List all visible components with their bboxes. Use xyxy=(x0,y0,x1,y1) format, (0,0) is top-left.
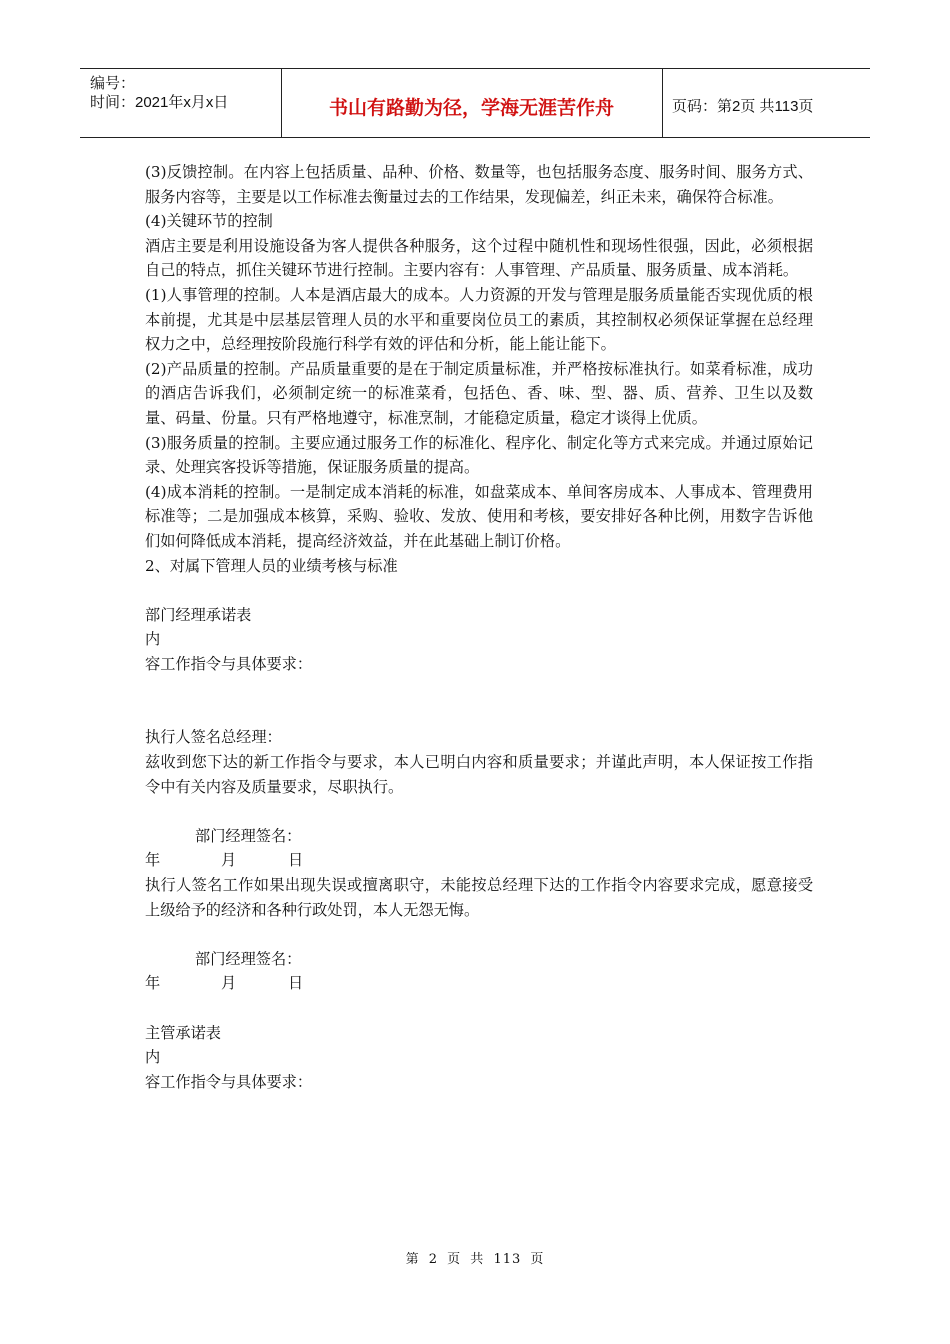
heading-performance-assessment: 2、对属下管理人员的业绩考核与标准 xyxy=(145,556,398,575)
date-month: 月 xyxy=(221,851,237,870)
header-info-cell xyxy=(80,69,282,137)
form-content-label: 容工作指令与具体要求： xyxy=(145,654,313,673)
document-body xyxy=(145,160,813,1094)
acknowledgement-text: 兹收到您下达的新工作指令与要求，本人已明白内容和质量要求；并谨此声明，本人保证按工作指令中有关内容及质量要求，尽职执行。 xyxy=(145,753,813,796)
paragraph-cost-control: (4)成本消耗的控制。一是制定成本消耗的标准，如盘菜成本、单间客房成本、人事成本、管理费用标准等；二是加强成本核算，采购、验收、发放、使用和考核，要安排好各种比例，用数字告诉他们如何降低成本消耗，提高经济效益，并在此基础上制订价格。 xyxy=(145,482,813,550)
header-motto-cell xyxy=(281,69,663,137)
heading-key-link-control: (4)关键环节的控制 xyxy=(145,212,273,231)
date-year: 年 xyxy=(145,851,161,870)
document-time-label: 时间：2021年x月x日 xyxy=(90,94,229,111)
form-content-label-nei: 内 xyxy=(145,630,161,649)
footer-ye: 页 xyxy=(530,1252,545,1267)
form-content-label: 容工作指令与具体要求： xyxy=(145,1072,313,1091)
executor-signature-gm: 执行人签名总经理： xyxy=(145,728,282,747)
paragraph-service-quality-control: (3)服务质量的控制。主要应通过服务工作的标准化、程序化、制定化等方式来完成。并通过原始记录、处理宾客投诉等措施，保证服务质量的提高。 xyxy=(145,433,813,477)
footer-gong: 共 xyxy=(470,1252,485,1267)
page-footer xyxy=(0,1248,950,1267)
date-day: 日 xyxy=(288,974,304,993)
date-row xyxy=(145,848,813,873)
paragraph-feedback-control: (3)反馈控制。在内容上包括质量、品种、价格、数量等，也包括服务态度、服务时间、服务方式、服务内容等，主要是以工作标准去衡量过去的工作结果，发现偏差，纠正未来，确保符合标准。 xyxy=(145,163,813,206)
header-page-cell xyxy=(662,69,870,137)
form-title-supervisor: 主管承诺表 xyxy=(145,1023,221,1042)
date-month: 月 xyxy=(221,974,237,993)
form-title-department-manager: 部门经理承诺表 xyxy=(145,605,252,624)
manager-signature-label: 部门经理签名： xyxy=(195,826,302,845)
paragraph-product-quality-control: (2)产品质量的控制。产品质量重要的是在于制定质量标准，并严格按标准执行。如菜肴标准，成功的酒店告诉我们，必须制定统一的标准菜肴，包括色、香、味、型、器、质、营养、卫生以及数量、码量、份量。只有严格地遵守，标准烹制，才能稳定质量，稳定才谈得上优质。 xyxy=(145,359,813,427)
manager-signature-label: 部门经理签名： xyxy=(195,949,302,968)
document-header xyxy=(80,68,870,138)
date-row xyxy=(145,971,813,996)
paragraph-personnel-control: (1)人事管理的控制。人本是酒店最大的成本。人力资源的开发与管理是服务质量能否实现优质的根本前提，尤其是中层基层管理人员的水平和重要岗位员工的素质，其控制权必须保证掌握在总经理权力之中，总经理按阶段施行科学有效的评估和分析，能上能让能下。 xyxy=(145,285,813,354)
penalty-acceptance-text: 执行人签名工作如果出现失误或擅离职守，未能按总经理下达的工作指令内容要求完成，愿意接受上级给予的经济和各种行政处罚，本人无怨无悔。 xyxy=(145,876,813,919)
header-page-number: 页码：第2页 共113页 xyxy=(672,98,814,115)
document-code-label: 编号： xyxy=(90,75,136,92)
paragraph-key-link-intro: 酒店主要是利用设施设备为客人提供各种服务，这个过程中随机性和现场性很强，因此，必须根据自己的特点，抓住关键环节进行控制。主要内容有：人事管理、产品质量、服务质量、成本消耗。 xyxy=(145,236,813,280)
header-motto: 书山有路勤为径，学海无涯苦作舟 xyxy=(328,97,614,119)
footer-total-pages: 113 xyxy=(493,1252,522,1267)
form-content-label-nei: 内 xyxy=(145,1048,161,1067)
footer-ye: 页 xyxy=(447,1252,462,1267)
date-day: 日 xyxy=(288,851,304,870)
footer-page-number: 2 xyxy=(428,1252,438,1267)
footer-di: 第 xyxy=(405,1252,420,1267)
date-year: 年 xyxy=(145,974,161,993)
